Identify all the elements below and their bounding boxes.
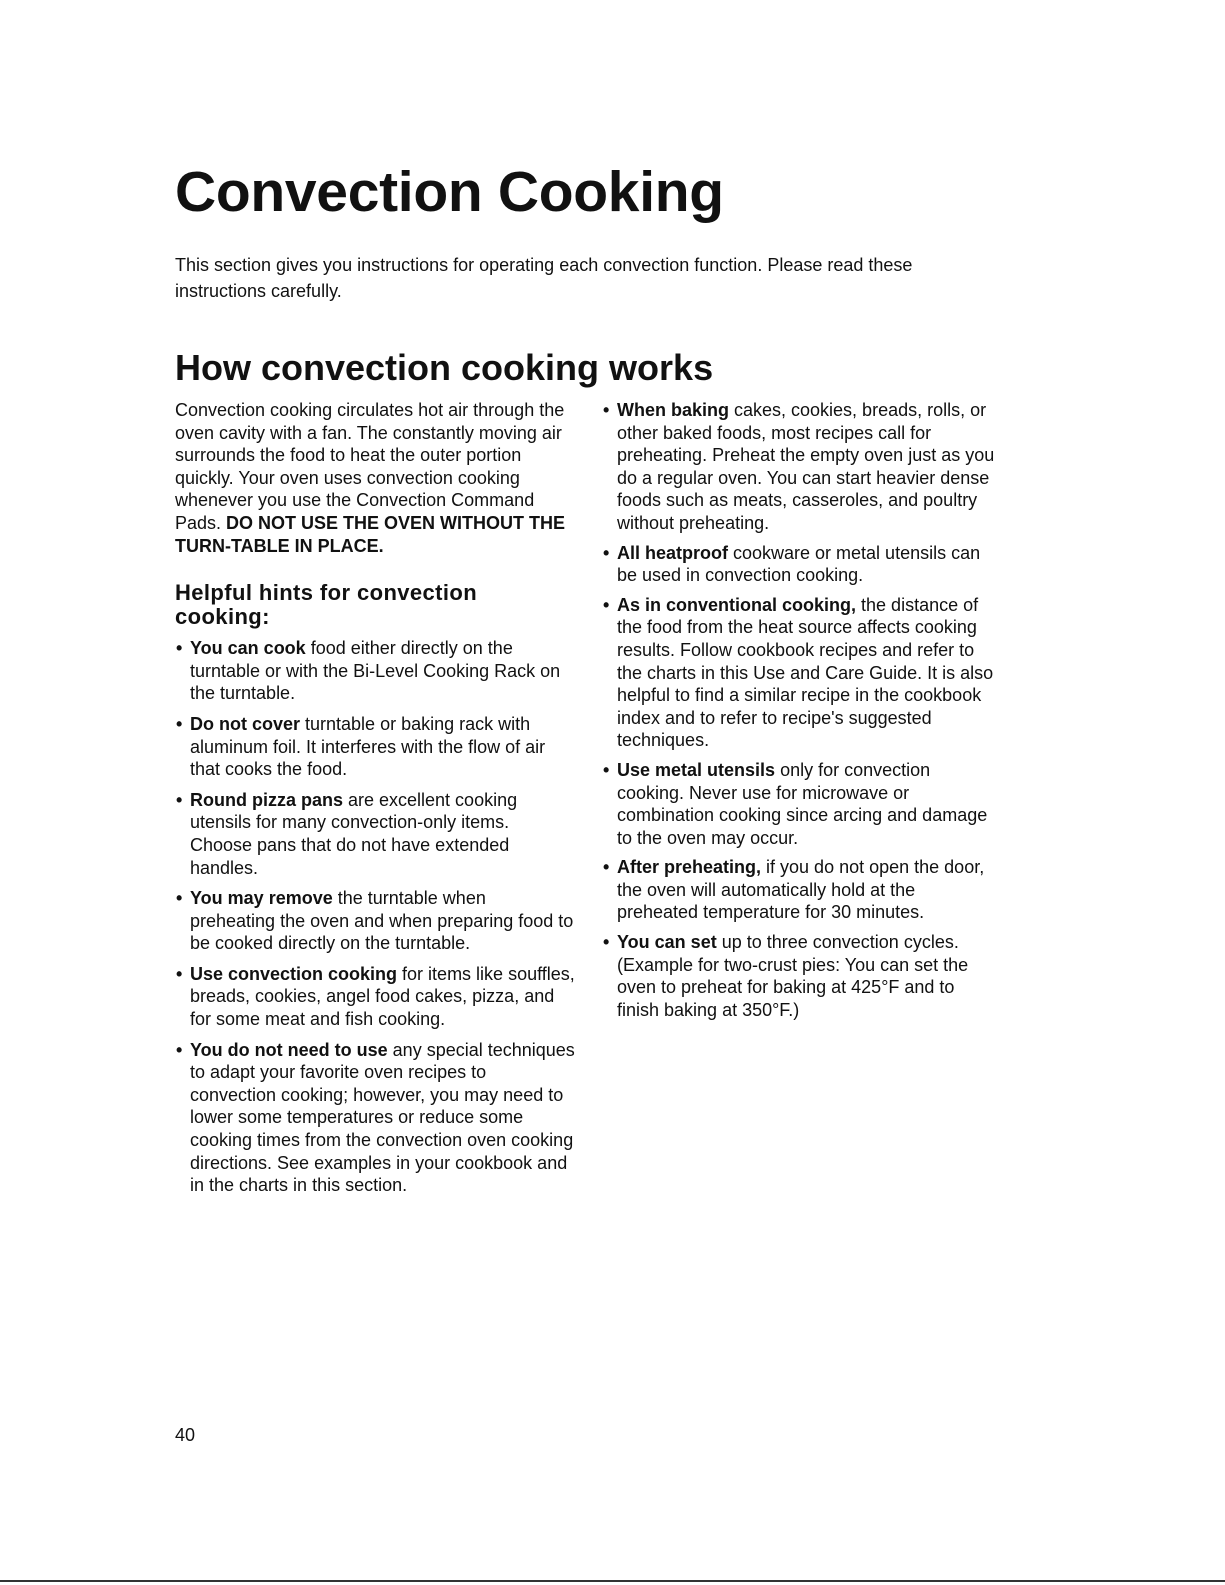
bullet-icon: • — [176, 638, 183, 659]
hint-text: cakes, cookies, breads, rolls, or other baked foods, most recipes call for preheating. Preheat the empty oven just as you do a regular oven. You can start heavier dense foods such as meats, casseroles, and poultry without preheating. — [617, 400, 995, 533]
list-item — [175, 1039, 575, 1197]
hint-text: the distance of the food from the heat source affects cooking results. Follow cookbook recipes and refer to the charts in this Use and Care Guide. It is also helpful to find a similar recipe in the cookbook index and to refer to recipe's suggested techniques. — [617, 594, 994, 751]
bullet-icon: • — [603, 759, 610, 780]
list-item — [602, 542, 997, 587]
hint-text: only for convection cooking. Never use for microwave or combination cooking since arcing and damage to the oven may occur. — [617, 759, 988, 848]
bullet-icon: • — [176, 789, 183, 810]
hint-lead: As in conventional cooking, — [617, 594, 857, 615]
bullet-icon: • — [176, 888, 183, 909]
list-item — [175, 887, 575, 955]
list-item — [602, 759, 997, 849]
list-item — [175, 963, 575, 1031]
intro-body-paragraph — [175, 399, 575, 557]
bullet-icon: • — [176, 713, 183, 734]
hint-lead: You can set — [617, 932, 717, 953]
hints-heading: Helpful hints for convection cooking: — [175, 580, 478, 630]
hint-lead: When baking — [617, 400, 729, 420]
hint-text: food either directly on the turntable or with the Bi-Level Cooking Rack on the turntable. — [190, 638, 561, 704]
hint-lead: Do not cover — [190, 713, 301, 734]
hint-lead: Use convection cooking — [190, 963, 398, 984]
bullet-icon: • — [603, 542, 610, 563]
list-item — [602, 931, 997, 1021]
list-item — [175, 789, 575, 879]
hint-text: cookware or metal utensils can be used in convection cooking. — [617, 542, 981, 586]
left-column — [175, 399, 575, 1205]
section-heading: How convection cooking works — [175, 347, 714, 388]
list-item — [602, 856, 997, 924]
intro-paragraph: This section gives you instructions for operating each convection function. Please read these instructions carefully. — [175, 255, 913, 301]
bullet-icon: • — [603, 932, 610, 953]
hint-text: are excellent cooking utensils for many convection-only items. Choose pans that do not have extended handles. — [190, 789, 518, 878]
bullet-icon: • — [603, 857, 610, 878]
warning-text: DO NOT USE THE OVEN WITHOUT THE TURN-TABLE IN PLACE. — [175, 512, 566, 556]
left-hints-list — [175, 637, 575, 1197]
hint-lead: Use metal utensils — [617, 759, 776, 780]
right-hints-list — [602, 399, 997, 1021]
bullet-icon: • — [176, 963, 183, 984]
bottom-divider — [0, 1580, 1225, 1582]
body-text: Convection cooking circulates hot air through the oven cavity with a fan. The constantly moving air surrounds the food to heat the outer portion quickly. Your oven uses convection cooking whenever you use the Convection Command Pads. — [175, 400, 565, 533]
right-column — [602, 399, 997, 1028]
bullet-icon: • — [603, 594, 610, 615]
list-item — [175, 637, 575, 705]
hint-text: if you do not open the door, the oven will automatically hold at the preheated temperature for 30 minutes. — [617, 857, 985, 923]
hint-lead: You do not need to use — [190, 1039, 388, 1060]
hint-lead: Round pizza pans — [190, 789, 343, 810]
hint-lead: You can cook — [190, 638, 306, 659]
page-number: 40 — [175, 1425, 196, 1445]
hint-text: any special techniques to adapt your favorite oven recipes to convection cooking; however, you may need to lower some temperatures or reduce some cooking times from the convection oven cooking directions. See examples in your cookbook and in the charts in this section. — [190, 1039, 575, 1196]
bullet-icon: • — [176, 1039, 183, 1060]
hint-lead: After preheating, — [617, 857, 762, 878]
hint-text: turntable or baking rack with aluminum foil. It interferes with the flow of air that cooks the food. — [190, 713, 546, 780]
list-item — [175, 713, 575, 781]
page-title: Convection Cooking — [175, 160, 724, 224]
hint-lead: You may remove — [190, 888, 333, 909]
hint-text: up to three convection cycles. (Example for two-crust pies: You can set the oven to preheat for baking at 425°F and to finish baking at 350°F.) — [617, 932, 969, 1020]
bullet-icon: • — [603, 400, 610, 420]
hint-text: for items like souffles, breads, cookies, angel food cakes, pizza, and for some meat and fish cooking. — [190, 963, 575, 1030]
hint-text: the turntable when preheating the oven and when preparing food to be cooked directly on the turntable. — [190, 888, 574, 954]
list-item — [602, 399, 997, 535]
list-item — [602, 594, 997, 752]
hint-lead: All heatproof — [617, 542, 728, 563]
